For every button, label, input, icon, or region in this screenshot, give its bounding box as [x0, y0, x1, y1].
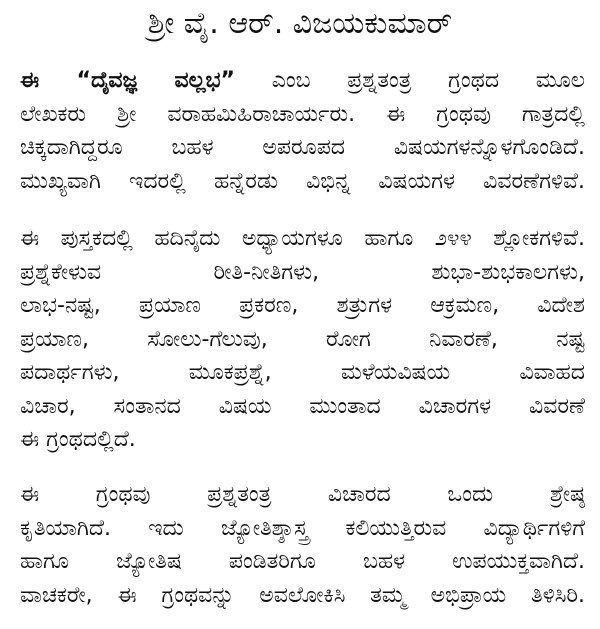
text-line: ವಿಚಾರ, ಸಂತಾನದ ವಿಷಯ ಮುಂತಾದ ವಿಚಾರಗಳ ವಿವರಣೆ: [20, 393, 585, 419]
text-line: ಹಾಗೂ ಜ್ಯೋತಿಷ ಪಂಡಿತರಿಗೂ ಬಹಳ ಉಪಯುಕ್ತವಾಗಿದೆ.: [20, 549, 585, 574]
paragraph-conclusion: [20, 478, 585, 612]
text-line-rest: ಎಂಬ ಪ್ರಶ್ನತಂತ್ರ ಗ್ರಂಥದ ಮೂಲ: [271, 68, 585, 93]
text-line: ಈ ಗ್ರಂಥದಲ್ಲಿದೆ.: [20, 427, 136, 452]
text-line: ವಾಚಕರೇ, ಈ ಗ್ರಂಥವನ್ನು ಅವಲೋಕಿಸಿ ತಮ್ಮ ಅಭಿಪ್ರಾಯ ತಿಳಿಸಿರಿ.: [20, 582, 585, 608]
text-line: ಕೃತಿಯಾಗಿದೆ. ಇದು ಜ್ಯೋತಿಶ್ಶಾಸ್ತ್ರ ಕಲಿಯುತ್ತಿರುವ ವಿದ್ಯಾರ್ಥಿಗಳಿಗೆ: [20, 515, 585, 541]
book-title-bold: ಈ “ದೈವಜ್ಞ ವಲ್ಲಭ”: [20, 68, 235, 93]
text-line: ಪದಾರ್ಥಗಳು, ಮೂಕಪ್ರಶ್ನೆ, ಮಳೆಯವಿಷಯ ವಿವಾಹದ: [20, 360, 585, 385]
text-line: [20, 64, 585, 98]
paragraph-intro: [20, 64, 585, 198]
paragraph-contents: [20, 222, 585, 457]
text-line: ಈ ಗ್ರಂಥವು ಪ್ರಶ್ನತಂತ್ರ ವಿಚಾರದ ಒಂದು ಶ್ರೇಷ್ಠ: [20, 482, 585, 507]
text-line: ಚಿಕ್ಕದಾಗಿದ್ದರೂ ಬಹಳ ಅಪರೂಪದ ವಿಷಯಗಳನ್ನೊಳಗೊಂಡಿದೆ.: [20, 135, 585, 160]
text-line: ಲೇಖಕರು ಶ್ರೀ ವರಾಹಮಿಹಿರಾಚಾರ್ಯರು. ಈ ಗ್ರಂಥವು ಗಾತ್ರದಲ್ಲಿ: [20, 101, 585, 127]
text-line: ಮುಖ್ಯವಾಗಿ ಇದರಲ್ಲಿ ಹನ್ನೆರಡು ವಿಭಿನ್ನ ವಿಷಯಗಳ ವಿವರಣೆಗಳಿವೆ.: [20, 168, 585, 194]
text-line: ಈ ಪುಸ್ತಕದಲ್ಲಿ ಹದಿನೈದು ಅಧ್ಯಾಯಗಳೂ ಹಾಗೂ ೨೪೪ ಶ್ಲೋಕಗಳಿವೆ.: [20, 226, 585, 251]
text-line: ಪ್ರಯಾಣ, ಸೋಲು-ಗೆಲುವು, ರೋಗ ನಿವಾರಣೆ, ನಷ್ಟ: [20, 326, 585, 352]
text-line: ಪ್ರಶ್ನೆಕೇಳುವ ರೀತಿ-ನೀತಿಗಳು, ಶುಭಾ-ಶುಭಕಾಲಗಳು,: [20, 259, 585, 285]
text-line: ಲಾಭ-ನಷ್ಟ, ಪ್ರಯಾಣ ಪ್ರಕರಣ, ಶತ್ರುಗಳ ಆಕ್ರಮಣ, ವಿದೇಶ: [20, 293, 585, 318]
author-title: ಶ್ರೀ ವೈ. ಆರ್. ವಿಜಯಕುಮಾರ್: [147, 6, 453, 41]
